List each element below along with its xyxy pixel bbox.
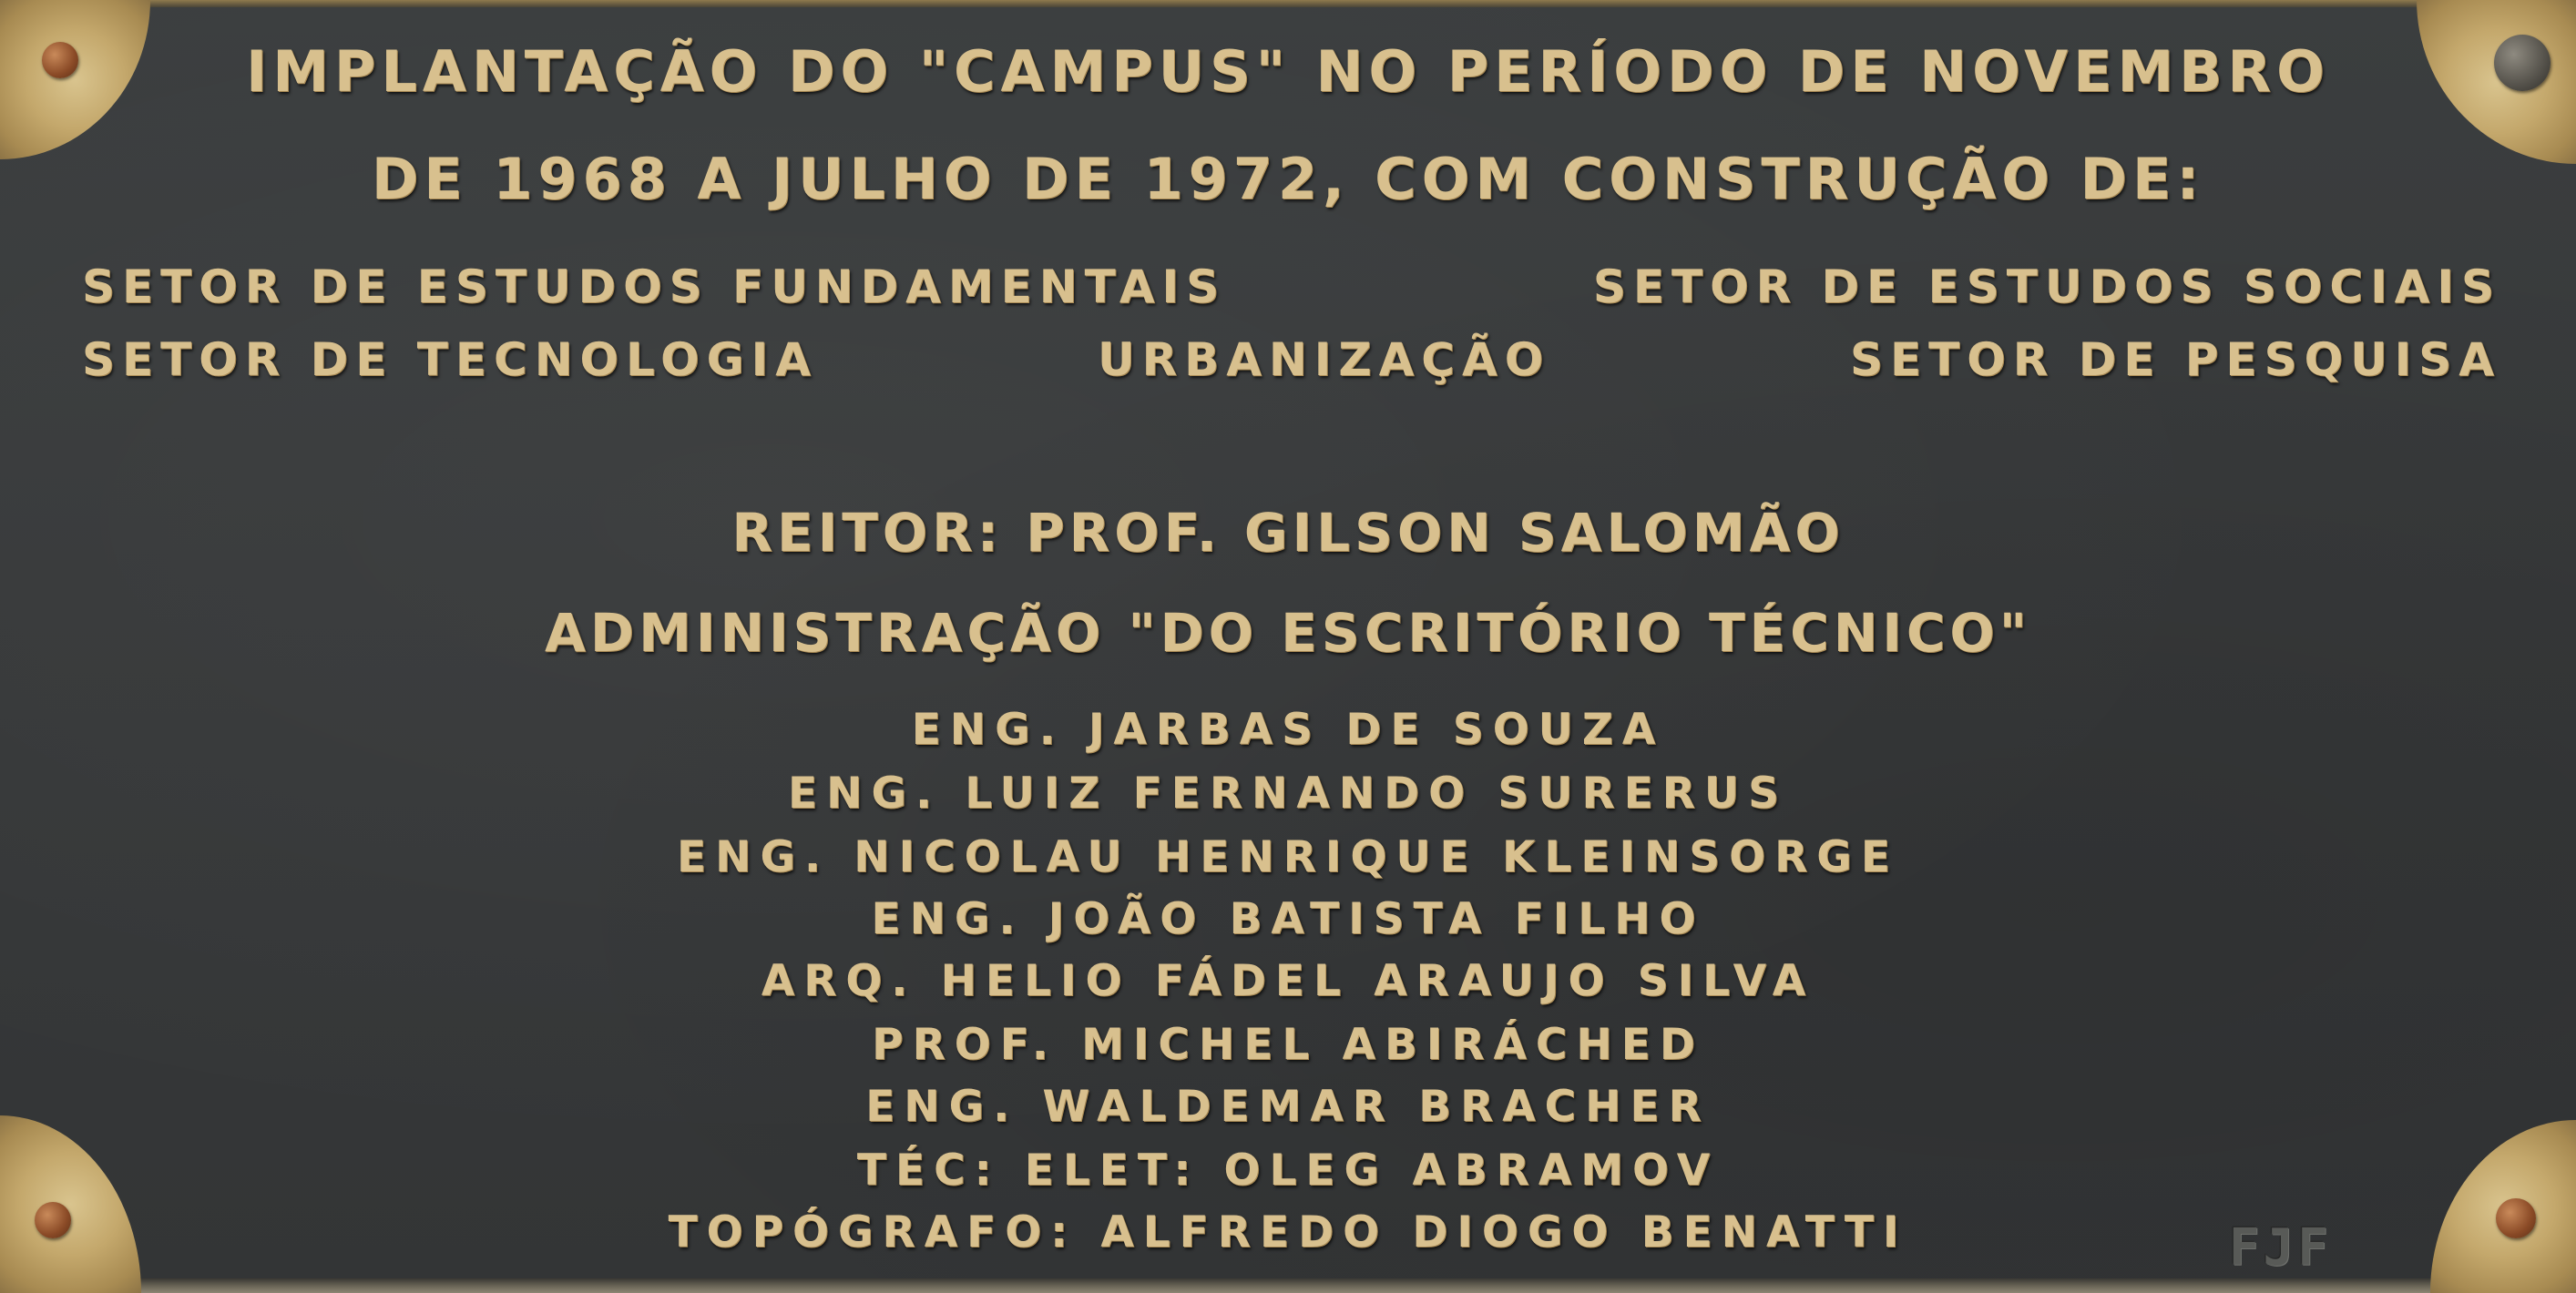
- brass-corner-bottom-left: [0, 1115, 141, 1293]
- staff-line: TOPÓGRAFO: ALFREDO DIOGO BENATTI: [668, 1207, 1908, 1257]
- maker-mark: FJF: [2228, 1218, 2332, 1278]
- sector-social-studies: SETOR DE ESTUDOS SOCIAIS: [1592, 260, 2501, 313]
- plaque-top-edge: [0, 0, 2576, 7]
- staff-line: ENG. JARBAS DE SOUZA: [911, 705, 1665, 755]
- heading-line-1: IMPLANTAÇÃO DO "CAMPUS" NO PERÍODO DE NOVEMBRO: [246, 38, 2330, 105]
- staff-line: ARQ. HELIO FÁDEL ARAUJO SILVA: [761, 956, 1815, 1006]
- sector-fundamental-studies: SETOR DE ESTUDOS FUNDAMENTAIS: [82, 260, 1227, 313]
- rector-line: REITOR: PROF. GILSON SALOMÃO: [731, 502, 1845, 564]
- sector-research: SETOR DE PESQUISA: [1850, 333, 2501, 386]
- sector-technology: SETOR DE TECNOLOGIA: [82, 333, 818, 386]
- staff-line: TÉC: ELET: OLEG ABRAMOV: [856, 1145, 1720, 1196]
- staff-line: ENG. WALDEMAR BRACHER: [865, 1082, 1711, 1132]
- administration-line: ADMINISTRAÇÃO "DO ESCRITÓRIO TÉCNICO": [545, 602, 2031, 664]
- plaque-bottom-edge: [0, 1278, 2576, 1293]
- staff-line: PROF. MICHEL ABIRÁCHED: [872, 1020, 1704, 1070]
- sector-urbanization: URBANIZAÇÃO: [1098, 333, 1551, 386]
- staff-line: ENG. JOÃO BATISTA FILHO: [871, 894, 1705, 944]
- heading-line-2: DE 1968 A JULHO DE 1972, COM CONSTRUÇÃO DE:: [371, 146, 2205, 212]
- staff-line: ENG. NICOLAU HENRIQUE KLEINSORGE: [677, 832, 1899, 882]
- staff-line: ENG. LUIZ FERNANDO SURERUS: [788, 769, 1788, 819]
